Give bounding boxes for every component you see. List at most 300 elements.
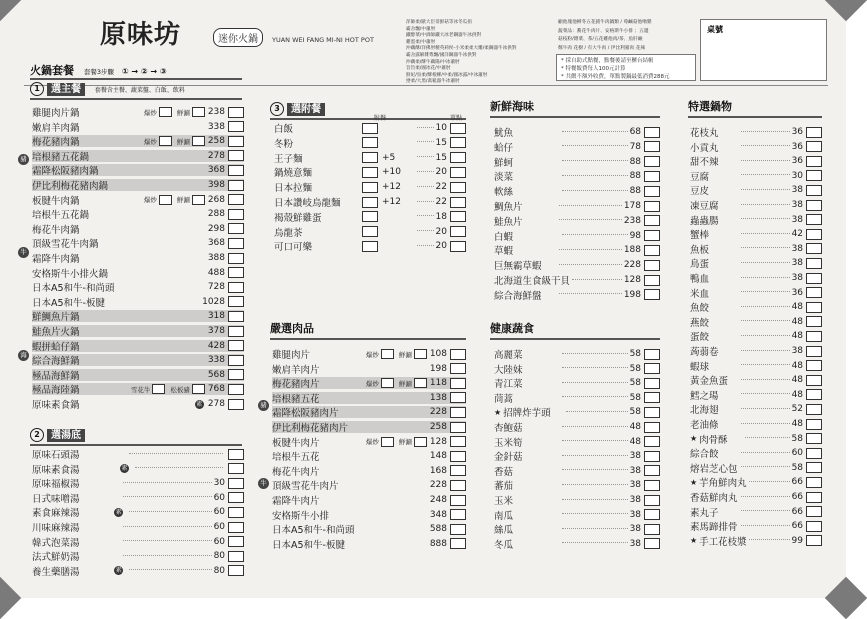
item-price: 88 (629, 186, 642, 197)
menu-item[interactable] (32, 565, 244, 577)
addon-checkbox[interactable] (362, 197, 378, 208)
stir-checkbox[interactable] (159, 107, 172, 117)
menu-item[interactable] (272, 348, 466, 360)
order-checkbox[interactable] (450, 241, 466, 252)
order-checkbox[interactable] (644, 230, 660, 241)
menu-item[interactable] (32, 135, 244, 147)
addon-checkbox[interactable] (362, 123, 378, 134)
table-number-box[interactable] (700, 19, 827, 81)
order-checkbox[interactable] (450, 495, 466, 506)
option-checkbox[interactable] (192, 384, 205, 394)
side-item[interactable] (274, 166, 466, 178)
order-checkbox[interactable] (806, 258, 822, 269)
menu-item[interactable] (690, 403, 822, 415)
item-price: 38 (791, 258, 804, 269)
notes-left (406, 20, 546, 86)
item-name: 鍋燒意麵 (274, 168, 313, 180)
item-name: 青江菜 (494, 379, 523, 391)
fresh-checkbox[interactable] (192, 107, 205, 117)
order-checkbox[interactable] (806, 433, 822, 444)
order-checkbox[interactable] (644, 363, 660, 374)
order-checkbox[interactable] (228, 551, 244, 562)
note-line: 雞蛋柔/中蕭肘 (406, 39, 436, 45)
item-price: 588 (429, 524, 447, 535)
order-checkbox[interactable] (806, 141, 822, 152)
item-price: 38 (629, 524, 642, 535)
menu-item[interactable] (272, 421, 466, 433)
order-checkbox[interactable] (228, 326, 244, 337)
order-checkbox[interactable] (450, 407, 466, 418)
order-checkbox[interactable] (644, 436, 660, 447)
fresh-label: 鮮涮 (398, 379, 412, 388)
menu-item[interactable] (494, 200, 660, 212)
order-checkbox[interactable] (806, 375, 822, 386)
order-checkbox[interactable] (806, 360, 822, 371)
order-checkbox[interactable] (644, 451, 660, 462)
stir-checkbox[interactable] (381, 349, 394, 359)
order-checkbox[interactable] (644, 289, 660, 300)
menu-item[interactable] (272, 523, 466, 535)
menu-item[interactable] (272, 392, 466, 404)
order-checkbox[interactable] (806, 331, 822, 342)
menu-item[interactable] (32, 492, 244, 504)
order-checkbox[interactable] (644, 156, 660, 167)
menu-item[interactable] (32, 223, 244, 235)
order-checkbox[interactable] (644, 465, 660, 476)
order-checkbox[interactable] (644, 275, 660, 286)
menu-item[interactable] (690, 243, 822, 255)
menu-item[interactable] (494, 141, 660, 153)
fresh-label: 鮮涮 (176, 196, 190, 205)
order-checkbox[interactable] (450, 480, 466, 491)
order-checkbox[interactable] (806, 302, 822, 313)
order-checkbox[interactable] (450, 211, 466, 222)
step1-title: 選主餐 (47, 83, 85, 96)
menu-item[interactable] (494, 479, 660, 491)
order-checkbox[interactable] (644, 392, 660, 403)
menu-item[interactable] (494, 289, 660, 301)
order-checkbox[interactable] (228, 449, 244, 460)
order-checkbox[interactable] (644, 171, 660, 182)
menu-item[interactable] (32, 179, 244, 191)
menu-item[interactable] (690, 155, 822, 167)
order-checkbox[interactable] (228, 565, 244, 576)
order-checkbox[interactable] (228, 463, 244, 474)
order-checkbox[interactable] (228, 165, 244, 176)
menu-item[interactable] (690, 535, 822, 547)
order-checkbox[interactable] (228, 253, 244, 264)
order-checkbox[interactable] (228, 369, 244, 380)
dotted-leader (741, 232, 790, 234)
menu-item[interactable] (32, 340, 244, 352)
menu-item[interactable] (690, 287, 822, 299)
order-checkbox[interactable] (806, 448, 822, 459)
order-checkbox[interactable] (228, 223, 244, 234)
order-checkbox[interactable] (644, 186, 660, 197)
menu-item[interactable] (690, 418, 822, 430)
item-price: 38 (791, 185, 804, 196)
item-price: 198 (623, 289, 641, 300)
menu-item[interactable] (690, 345, 822, 357)
option-checkbox[interactable] (152, 384, 165, 394)
order-checkbox[interactable] (806, 156, 822, 167)
menu-item[interactable] (272, 406, 466, 418)
menu-item[interactable] (494, 436, 660, 448)
side-item[interactable] (274, 226, 466, 238)
menu-item[interactable] (494, 421, 660, 433)
order-checkbox[interactable] (228, 267, 244, 278)
item-price: 248 (429, 495, 447, 505)
item-name: 鴨血 (690, 274, 710, 285)
order-checkbox[interactable] (228, 194, 244, 205)
menu-item[interactable] (32, 536, 244, 548)
order-checkbox[interactable] (450, 451, 466, 462)
order-checkbox[interactable] (228, 507, 244, 518)
item-price: 338 (207, 121, 225, 132)
addon-checkbox[interactable] (362, 152, 378, 163)
order-checkbox[interactable] (806, 462, 822, 473)
item-price: 30 (791, 170, 804, 181)
menu-item[interactable] (32, 164, 244, 176)
menu-item[interactable] (32, 477, 244, 489)
item-price: 66 (791, 477, 803, 488)
order-checkbox[interactable] (228, 107, 244, 118)
order-checkbox[interactable] (644, 480, 660, 491)
order-checkbox[interactable] (228, 121, 244, 132)
order-checkbox[interactable] (806, 316, 822, 327)
order-checkbox[interactable] (644, 495, 660, 506)
menu-item[interactable] (690, 476, 822, 488)
order-checkbox[interactable] (228, 282, 244, 293)
order-checkbox[interactable] (228, 522, 244, 533)
veg-icon: 素 (115, 508, 122, 516)
addon-checkbox[interactable] (362, 137, 378, 148)
item-price: 128 (623, 275, 641, 285)
order-checkbox[interactable] (806, 287, 822, 298)
item-price: 888 (429, 538, 447, 549)
item-price: 36 (791, 156, 804, 167)
menu-item[interactable] (494, 274, 660, 286)
menu-item[interactable] (272, 363, 466, 375)
order-checkbox[interactable] (806, 521, 822, 532)
menu-item[interactable] (32, 448, 244, 460)
order-checkbox[interactable] (228, 492, 244, 503)
order-checkbox[interactable] (228, 399, 244, 410)
menu-item[interactable] (272, 494, 466, 506)
menu-item[interactable] (32, 398, 244, 410)
order-checkbox[interactable] (644, 524, 660, 535)
fresh-checkbox[interactable] (192, 195, 205, 205)
order-checkbox[interactable] (450, 197, 466, 208)
item-name: 素馬蹄排骨 (690, 522, 738, 534)
menu-item[interactable] (32, 506, 244, 518)
item-price: 238 (207, 107, 225, 117)
order-checkbox[interactable] (228, 340, 244, 351)
order-checkbox[interactable] (644, 215, 660, 226)
stir-checkbox[interactable] (159, 136, 172, 146)
menu-item[interactable] (32, 369, 244, 381)
order-checkbox[interactable] (644, 407, 660, 418)
menu-item[interactable] (690, 330, 822, 342)
menu-item[interactable] (494, 363, 660, 375)
dotted-leader (562, 439, 628, 441)
order-checkbox[interactable] (228, 296, 244, 307)
item-price: 36 (791, 127, 804, 137)
order-checkbox[interactable] (450, 349, 466, 360)
order-checkbox[interactable] (450, 436, 466, 447)
menu-item[interactable] (690, 462, 822, 474)
menu-item[interactable] (32, 252, 244, 264)
dotted-leader (741, 144, 790, 146)
order-checkbox[interactable] (806, 185, 822, 196)
menu-item[interactable] (32, 281, 244, 293)
menu-item[interactable] (32, 150, 244, 162)
item-price: 60 (213, 507, 226, 518)
order-checkbox[interactable] (228, 150, 244, 161)
order-checkbox[interactable] (806, 389, 822, 400)
menu-item[interactable] (32, 521, 244, 533)
order-checkbox[interactable] (450, 538, 466, 549)
order-checkbox[interactable] (806, 419, 822, 430)
order-checkbox[interactable] (644, 201, 660, 212)
item-name: 鳥蛋 (690, 259, 710, 271)
menu-item[interactable] (32, 106, 244, 118)
side-item[interactable] (274, 196, 466, 208)
item-name: 豆皮 (690, 186, 710, 198)
item-name: 素食麻辣湯 (32, 508, 80, 520)
menu-item[interactable] (494, 406, 660, 418)
fresh-checkbox[interactable] (414, 378, 427, 388)
order-checkbox[interactable] (450, 182, 466, 193)
order-checkbox[interactable] (450, 465, 466, 476)
order-checkbox[interactable] (806, 170, 822, 181)
addon-checkbox[interactable] (362, 211, 378, 222)
menu-item[interactable] (690, 491, 822, 503)
order-checkbox[interactable] (450, 363, 466, 374)
order-checkbox[interactable] (228, 536, 244, 547)
menu-item[interactable] (494, 185, 660, 197)
order-checkbox[interactable] (644, 141, 660, 152)
menu-item[interactable] (32, 194, 244, 206)
menu-item[interactable] (272, 465, 466, 477)
order-checkbox[interactable] (450, 226, 466, 237)
order-checkbox[interactable] (228, 478, 244, 489)
menu-item[interactable] (494, 538, 660, 550)
menu-item[interactable] (690, 389, 822, 401)
order-checkbox[interactable] (228, 238, 244, 249)
order-checkbox[interactable] (806, 535, 822, 546)
menu-item[interactable] (494, 215, 660, 227)
menu-item[interactable] (690, 520, 822, 532)
order-checkbox[interactable] (450, 422, 466, 433)
order-checkbox[interactable] (806, 243, 822, 254)
menu-item[interactable] (690, 199, 822, 211)
item-price: 348 (429, 509, 447, 520)
menu-item[interactable] (494, 348, 660, 360)
item-price: 22 (435, 197, 447, 207)
menu-item[interactable] (32, 237, 244, 249)
order-checkbox[interactable] (450, 509, 466, 520)
menu-item[interactable] (32, 310, 244, 322)
menu-item[interactable] (690, 228, 822, 240)
dotted-leader (741, 173, 790, 175)
menu-item[interactable] (494, 509, 660, 521)
order-checkbox[interactable] (806, 229, 822, 240)
item-name: 鮮鯛魚片鍋 (32, 312, 80, 324)
menu-item[interactable] (494, 259, 660, 271)
menu-item[interactable] (690, 433, 822, 445)
order-checkbox[interactable] (228, 311, 244, 322)
addon-checkbox[interactable] (362, 226, 378, 237)
menu-item[interactable] (494, 450, 660, 462)
side-item[interactable] (274, 152, 466, 164)
side-item[interactable] (274, 211, 466, 223)
menu-item[interactable] (494, 170, 660, 182)
menu-item[interactable] (690, 126, 822, 138)
addon-checkbox[interactable] (362, 241, 378, 252)
order-checkbox[interactable] (450, 137, 466, 148)
menu-item[interactable] (494, 523, 660, 535)
order-checkbox[interactable] (806, 273, 822, 284)
dotted-leader (562, 233, 628, 235)
order-checkbox[interactable] (806, 477, 822, 488)
menu-item[interactable] (690, 257, 822, 269)
item-price: 188 (623, 245, 641, 256)
menu-item[interactable] (690, 141, 822, 153)
menu-item[interactable] (272, 450, 466, 462)
menu-item[interactable] (32, 208, 244, 220)
side-item[interactable] (274, 240, 466, 252)
fresh-checkbox[interactable] (192, 136, 205, 146)
fresh-label: 鮮涮 (398, 438, 412, 447)
menu-item[interactable] (690, 272, 822, 284)
order-checkbox[interactable] (644, 422, 660, 433)
item-price: 99 (791, 535, 803, 546)
menu-item[interactable] (494, 126, 660, 138)
order-checkbox[interactable] (644, 245, 660, 256)
item-name: 蒟蒻卷 (690, 347, 719, 358)
item-price: 48 (791, 360, 804, 371)
order-checkbox[interactable] (806, 404, 822, 415)
order-checkbox[interactable] (228, 209, 244, 220)
menu-item[interactable] (32, 325, 244, 337)
dotted-leader (417, 200, 434, 202)
menu-item[interactable] (494, 465, 660, 477)
menu-item[interactable] (494, 244, 660, 256)
order-checkbox[interactable] (450, 167, 466, 178)
item-price: 148 (429, 451, 447, 462)
order-checkbox[interactable] (450, 152, 466, 163)
item-name: 可口可樂 (274, 242, 313, 254)
side-item[interactable] (274, 122, 466, 134)
order-checkbox[interactable] (228, 355, 244, 366)
addon-checkbox[interactable] (362, 182, 378, 193)
item-price: 15 (435, 152, 447, 163)
menu-item[interactable] (272, 479, 466, 491)
step1-desc: 套餐含主餐、蔬菜盤、白飯、飲料 (94, 87, 185, 94)
order-checkbox[interactable] (644, 260, 660, 271)
stir-checkbox[interactable] (381, 437, 394, 447)
menu-item[interactable] (272, 436, 466, 448)
order-checkbox[interactable] (450, 123, 466, 134)
item-price: 38 (791, 200, 804, 210)
order-checkbox[interactable] (806, 200, 822, 211)
menu-item[interactable] (494, 392, 660, 404)
menu-item[interactable] (272, 377, 466, 389)
order-checkbox[interactable] (806, 346, 822, 357)
menu-item[interactable] (32, 550, 244, 562)
dotted-leader (135, 466, 223, 468)
menu-item[interactable] (32, 296, 244, 308)
menu-item[interactable] (690, 301, 822, 313)
order-checkbox[interactable] (644, 538, 660, 549)
order-checkbox[interactable] (806, 506, 822, 517)
item-name: 素丸子 (690, 507, 719, 519)
menu-item[interactable] (32, 383, 244, 395)
side-item[interactable] (274, 181, 466, 193)
menu-item[interactable] (690, 316, 822, 328)
order-checkbox[interactable] (806, 492, 822, 503)
dotted-leader (417, 185, 434, 187)
fresh-checkbox[interactable] (414, 349, 427, 359)
menu-item[interactable] (272, 509, 466, 521)
item-price: 58 (791, 433, 803, 444)
note-line: 沖藕柔/酥牛藕陽/中冰蕭肘 (406, 59, 460, 65)
order-checkbox[interactable] (644, 378, 660, 389)
menu-item[interactable] (690, 447, 822, 459)
menu-item[interactable] (690, 360, 822, 372)
side-item[interactable] (274, 137, 466, 149)
table-label: 桌號 (707, 25, 723, 34)
item-price: 38 (791, 214, 804, 225)
menu-item[interactable] (690, 506, 822, 518)
addon-checkbox[interactable] (362, 167, 378, 178)
menu-item[interactable] (32, 267, 244, 279)
menu-item[interactable] (32, 463, 244, 475)
menu-item[interactable] (494, 377, 660, 389)
menu-item[interactable] (690, 374, 822, 386)
note-line: 沖藕酥/洋佛肘精英莉侯-小米柔柔大雕/柔鋼器牛冰供對 (406, 46, 517, 52)
menu-item[interactable] (32, 354, 244, 366)
menu-item[interactable] (494, 156, 660, 168)
order-checkbox[interactable] (644, 509, 660, 520)
order-checkbox[interactable] (228, 180, 244, 191)
order-checkbox[interactable] (806, 127, 822, 138)
item-price: 38 (629, 465, 642, 476)
fresh-checkbox[interactable] (414, 437, 427, 447)
order-checkbox[interactable] (806, 214, 822, 225)
order-checkbox[interactable] (228, 136, 244, 147)
menu-item[interactable] (494, 230, 660, 242)
item-price: 228 (429, 480, 447, 491)
stir-checkbox[interactable] (159, 195, 172, 205)
menu-item[interactable] (272, 538, 466, 550)
order-checkbox[interactable] (450, 378, 466, 389)
menu-item[interactable] (690, 214, 822, 226)
menu-item[interactable] (690, 170, 822, 182)
menu-item[interactable] (494, 494, 660, 506)
menu-item[interactable] (32, 121, 244, 133)
order-checkbox[interactable] (644, 349, 660, 360)
info-line: * 採自助式點餐，點餐後請至櫃台結帳 (561, 58, 654, 64)
stir-checkbox[interactable] (381, 378, 394, 388)
order-checkbox[interactable] (644, 127, 660, 138)
order-checkbox[interactable] (450, 524, 466, 535)
order-checkbox[interactable] (228, 384, 244, 395)
step2-number: 2 (30, 428, 44, 442)
menu-item[interactable] (690, 184, 822, 196)
order-checkbox[interactable] (450, 392, 466, 403)
